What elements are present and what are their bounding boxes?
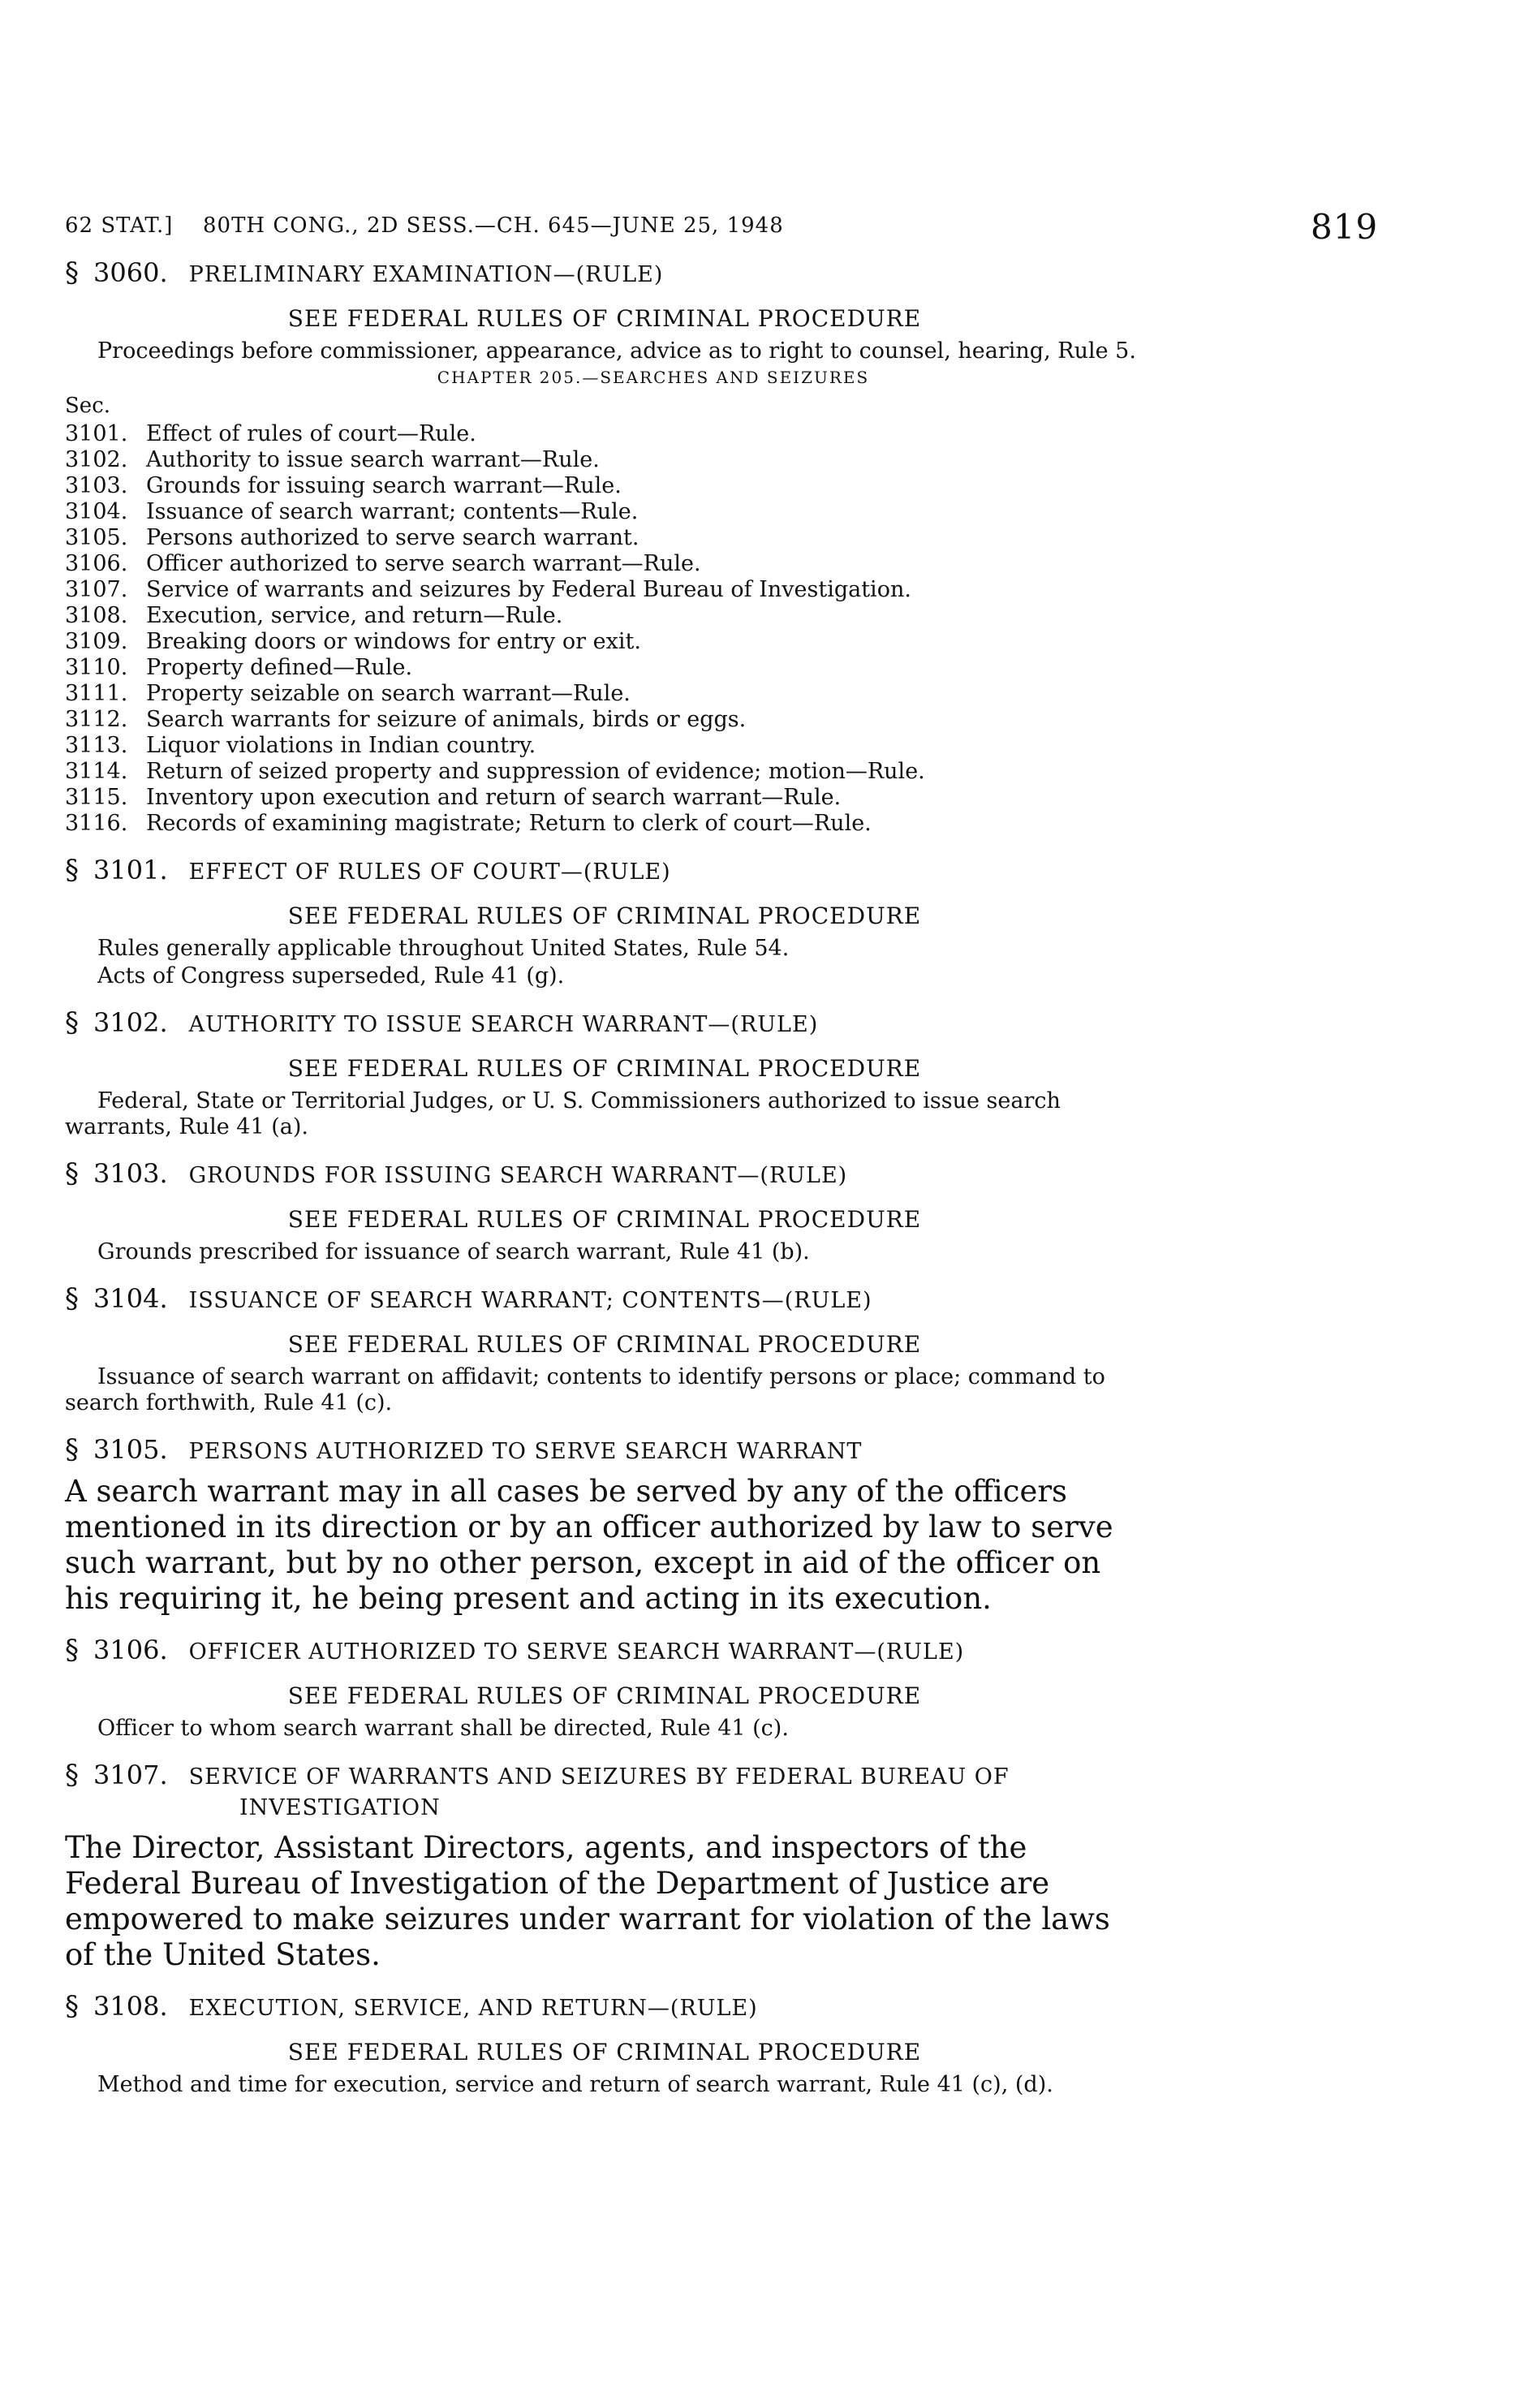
section-number: 3107.	[93, 1760, 168, 1790]
section-body: A search warrant may in all cases be served by any of the officers mentioned in its direction or by an officer authorized by law to serve such warrant, but by no other person, except in aid of the officer on his requiring it, he being present and acting in its execution.	[65, 1474, 1113, 1616]
toc-number: 3110.	[65, 655, 128, 680]
toc-number: 3101.	[65, 421, 128, 446]
rule-note: Method and time for execution, service and return of search warrant, Rule 41 (c), (d).	[97, 2072, 1053, 2097]
toc-number: 3111.	[65, 681, 128, 706]
toc-text: Effect of rules of court—Rule.	[146, 421, 476, 446]
toc-text: Persons authorized to serve search warrant.	[146, 525, 639, 550]
toc-number: 3102.	[65, 447, 128, 472]
toc-text: Grounds for issuing search warrant—Rule.	[146, 473, 622, 498]
section-body: The Director, Assistant Directors, agents, and inspectors of the Federal Bureau of Investigation of the Department of Justice are empowered to make seizures under warrant for violation of the laws of the United States.	[65, 1830, 1110, 1972]
toc-item	[65, 499, 1144, 525]
running-head	[65, 207, 1379, 247]
toc-text: Search warrants for seizure of animals, birds or eggs.	[146, 707, 747, 732]
toc-item	[65, 681, 1144, 707]
section-3105-heading	[65, 1434, 1144, 1467]
toc-item	[65, 785, 1144, 811]
toc-text: Authority to issue search warrant—Rule.	[146, 447, 600, 472]
toc-number: 3115.	[65, 785, 128, 810]
toc-item	[65, 421, 1144, 447]
section-title: EXECUTION, SERVICE, AND RETURN—(RULE)	[188, 1996, 758, 2021]
toc-number: 3114.	[65, 759, 128, 784]
toc-item	[65, 577, 1144, 603]
toc-text: Inventory upon execution and return of search warrant—Rule.	[146, 785, 842, 810]
toc-item	[65, 525, 1144, 551]
section-3108-heading	[65, 1991, 1144, 2024]
rule-note: Rules generally applicable throughout United States, Rule 54.	[97, 936, 790, 961]
toc-text: Execution, service, and return—Rule.	[146, 603, 563, 628]
section-symbol: §	[65, 1006, 79, 1039]
toc-item	[65, 551, 1144, 577]
section-3102-heading	[65, 1007, 1144, 1040]
section-title: ISSUANCE OF SEARCH WARRANT; CONTENTS—(RULE)	[188, 1288, 872, 1313]
page-number: 819	[1311, 207, 1379, 247]
section-number: 3103.	[93, 1158, 168, 1189]
toc-text: Officer authorized to serve search warrant—Rule.	[146, 551, 701, 576]
toc-item	[65, 447, 1144, 473]
toc-number: 3103.	[65, 473, 128, 498]
section-title: SERVICE OF WARRANTS AND SEIZURES BY FEDERAL BUREAU OF	[188, 1764, 1010, 1790]
section-3060-heading	[65, 257, 1144, 291]
section-3101-heading	[65, 855, 1144, 888]
section-number: 3108.	[93, 1991, 168, 2022]
toc-text: Breaking doors or windows for entry or exit.	[146, 629, 641, 654]
toc-number: 3108.	[65, 603, 128, 628]
toc-item	[65, 733, 1144, 759]
rule-note: Grounds prescribed for issuance of search warrant, Rule 41 (b).	[97, 1239, 810, 1264]
section-number: 3060.	[93, 257, 168, 288]
toc-number: 3107.	[65, 577, 128, 602]
toc-number: 3116.	[65, 811, 128, 836]
toc-text: Records of examining magistrate; Return to clerk of court—Rule.	[146, 811, 872, 836]
toc-item	[65, 759, 1144, 785]
toc-text: Property seizable on search warrant—Rule.	[146, 681, 631, 706]
rule-note: Proceedings before commissioner, appearance, advice as to right to counsel, hearing, Rule 5.	[97, 338, 1136, 364]
section-title: PERSONS AUTHORIZED TO SERVE SEARCH WARRANT	[188, 1439, 863, 1464]
section-number: 3105.	[93, 1434, 168, 1465]
see-reference: SEE FEDERAL RULES OF CRIMINAL PROCEDURE	[287, 1206, 922, 1233]
toc-item	[65, 707, 1144, 733]
see-reference: SEE FEDERAL RULES OF CRIMINAL PROCEDURE	[287, 1682, 922, 1709]
session-citation: 80TH CONG., 2D SESS.—CH. 645—JUNE 25, 1948	[203, 213, 784, 238]
section-symbol: §	[65, 1990, 79, 2022]
see-reference: SEE FEDERAL RULES OF CRIMINAL PROCEDURE	[287, 305, 922, 332]
toc-number: 3106.	[65, 551, 128, 576]
toc-item	[65, 655, 1144, 681]
rule-note: Issuance of search warrant on affidavit; contents to identify persons or place; command to search forthwith, Rule 41 (c).	[65, 1364, 1105, 1415]
section-3106-heading	[65, 1635, 1144, 1668]
section-number: 3106.	[93, 1635, 168, 1665]
section-symbol: §	[65, 1433, 79, 1466]
section-symbol: §	[65, 1759, 79, 1791]
section-symbol: §	[65, 1157, 79, 1190]
toc-number: 3112.	[65, 707, 128, 732]
section-symbol: §	[65, 854, 79, 886]
rule-note: Acts of Congress superseded, Rule 41 (g).	[97, 963, 565, 989]
section-3104-heading	[65, 1283, 1144, 1316]
section-title: GROUNDS FOR ISSUING SEARCH WARRANT—(RULE)	[188, 1163, 848, 1188]
toc-number: 3113.	[65, 733, 128, 758]
statute-volume: 62 STAT.]	[65, 213, 174, 238]
toc-item	[65, 473, 1144, 499]
toc-number: 3104.	[65, 499, 128, 524]
section-title: AUTHORITY TO ISSUE SEARCH WARRANT—(RULE)	[188, 1012, 819, 1037]
section-title: PRELIMINARY EXAMINATION—(RULE)	[188, 262, 664, 287]
section-title-continued: INVESTIGATION	[239, 1795, 441, 1820]
sec-label: Sec.	[65, 394, 111, 418]
see-reference: SEE FEDERAL RULES OF CRIMINAL PROCEDURE	[287, 902, 922, 929]
section-3103-heading	[65, 1158, 1144, 1191]
chapter-heading: CHAPTER 205.—SEARCHES AND SEIZURES	[437, 368, 870, 387]
section-symbol: §	[65, 1634, 79, 1666]
chapter-table-of-contents	[65, 421, 1144, 837]
toc-text: Service of warrants and seizures by Federal Bureau of Investigation.	[146, 577, 911, 602]
section-title: OFFICER AUTHORIZED TO SERVE SEARCH WARRANT—(RULE)	[188, 1639, 965, 1665]
statute-page	[65, 207, 1379, 2100]
section-number: 3104.	[93, 1283, 168, 1314]
see-reference: SEE FEDERAL RULES OF CRIMINAL PROCEDURE	[287, 1331, 922, 1358]
rule-note: Federal, State or Territorial Judges, or U. S. Commissioners authorized to issue search warrants, Rule 41 (a).	[65, 1088, 1061, 1139]
toc-item	[65, 629, 1144, 655]
section-number: 3102.	[93, 1007, 168, 1038]
section-3107-heading	[65, 1760, 1144, 1824]
section-number: 3101.	[93, 855, 168, 885]
toc-number: 3105.	[65, 525, 128, 550]
toc-item	[65, 811, 1144, 837]
toc-text: Return of seized property and suppression of evidence; motion—Rule.	[146, 759, 925, 784]
see-reference: SEE FEDERAL RULES OF CRIMINAL PROCEDURE	[287, 1055, 922, 1082]
toc-text: Liquor violations in Indian country.	[146, 733, 536, 758]
rule-note: Officer to whom search warrant shall be directed, Rule 41 (c).	[97, 1716, 789, 1741]
section-symbol: §	[65, 256, 79, 289]
toc-text: Property defined—Rule.	[146, 655, 413, 680]
section-symbol: §	[65, 1282, 79, 1315]
toc-item	[65, 603, 1144, 629]
toc-text: Issuance of search warrant; contents—Rule.	[146, 499, 639, 524]
toc-number: 3109.	[65, 629, 128, 654]
section-title: EFFECT OF RULES OF COURT—(RULE)	[188, 859, 671, 885]
see-reference: SEE FEDERAL RULES OF CRIMINAL PROCEDURE	[287, 2039, 922, 2066]
